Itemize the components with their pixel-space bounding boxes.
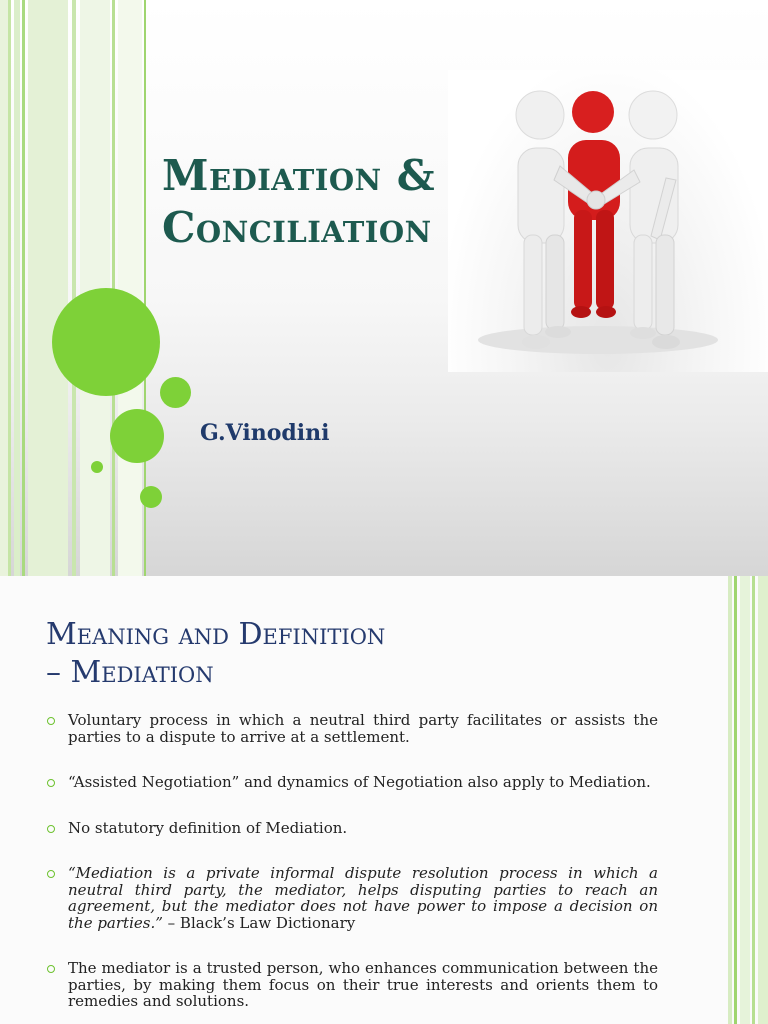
list-item bbox=[46, 712, 658, 745]
bullet-text: “Assisted Negotiation” and dynamics of Negotiation also apply to Mediation. bbox=[68, 773, 651, 791]
title-line-1: Mediation & bbox=[162, 151, 436, 200]
bullet-circle-icon bbox=[47, 870, 55, 878]
bullet-circle-icon bbox=[47, 965, 55, 973]
title-line-2: Conciliation bbox=[162, 203, 432, 252]
list-item bbox=[46, 960, 658, 1010]
list-item bbox=[46, 774, 658, 791]
bullet-list bbox=[46, 712, 658, 1010]
list-item bbox=[46, 820, 658, 837]
bullet-circle-icon bbox=[47, 717, 55, 725]
bullet-circle-icon bbox=[47, 779, 55, 787]
presentation-title bbox=[162, 150, 462, 254]
slide-title bbox=[46, 616, 706, 692]
handshake-people-image bbox=[448, 70, 768, 372]
decorative-circle bbox=[52, 288, 160, 396]
slide-title-line-1: Meaning and Definition bbox=[46, 617, 386, 652]
bullet-text: No statutory definition of Mediation. bbox=[68, 818, 348, 837]
decorative-circle bbox=[110, 409, 164, 463]
definition-slide bbox=[0, 576, 768, 1024]
decorative-stripes bbox=[728, 576, 768, 1024]
quote-source: – Black’s Law Dictionary bbox=[162, 913, 356, 932]
decorative-circle bbox=[91, 461, 103, 473]
author-name: G.Vinodini bbox=[200, 420, 330, 446]
bullet-text: The mediator is a trusted person, who enhances communication between the parties, by making them focus on their true interests and orients them to remedies and solutions. bbox=[68, 959, 658, 1010]
decorative-circle bbox=[140, 486, 162, 508]
list-item bbox=[46, 865, 658, 931]
bullet-circle-icon bbox=[47, 825, 55, 833]
decorative-circle bbox=[160, 377, 191, 408]
slide-title-line-2: – Mediation bbox=[46, 655, 214, 690]
decorative-stripes bbox=[0, 0, 148, 576]
bullet-text: Voluntary process in which a neutral third party facilitates or assists the parties to a dispute to arrive at a settlement. bbox=[68, 711, 658, 746]
definition-quote: “Mediation is a private informal dispute resolution process in which a neutral third party, the mediator, helps disputing parties to reach an agreement, but the mediator does not have power to impose a decision on the parties.” bbox=[68, 864, 658, 932]
